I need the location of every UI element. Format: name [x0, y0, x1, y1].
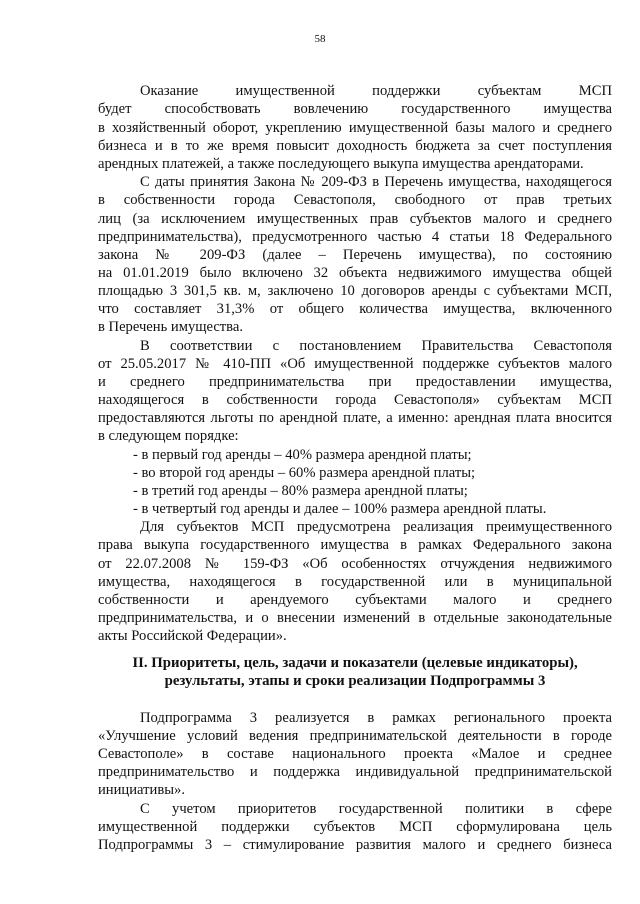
text-line: от 22.07.2008 № 159-ФЗ «Об особенностях отчуждения недвижимого: [98, 556, 612, 572]
text-line: в хозяйственный оборот, укреплению имущественной базы малого и среднего: [98, 120, 612, 136]
text-line: бизнеса и в то же время повысит доходность бюджета за счет поступления: [98, 138, 612, 154]
text-line: закона № 209-ФЗ (далее – Перечень имущества), по состоянию: [98, 247, 612, 263]
text-line: Севастополе» в составе национального проекта «Малое и среднее: [98, 746, 612, 762]
text-line: права выкупа государственного имущества в рамках Федерального закона: [98, 537, 612, 553]
text-line: имущественной поддержки субъектов МСП сформулирована цель: [98, 819, 612, 835]
text-line: Подпрограмма 3 реализуется в рамках регионального проекта: [140, 710, 612, 726]
text-line: предпринимательства), предусмотренного частью 4 статьи 18 Федерального: [98, 229, 612, 245]
text-line: на 01.01.2019 было включено 32 объекта недвижимого имущества общей: [98, 265, 612, 281]
text-line: от 25.05.2017 № 410-ПП «Об имущественной поддержке субъектов малого: [98, 356, 612, 372]
section-heading: II. Приоритеты, цель, задачи и показатели (целевые индикаторы),: [132, 655, 578, 671]
text-line: находящегося в собственности города Севастополя» субъектам МСП: [98, 392, 612, 408]
text-line: лиц (за исключением имущественных прав субъектов малого и среднего: [98, 211, 612, 227]
text-line: В соответствии с постановлением Правительства Севастополя: [140, 338, 612, 354]
text-line: имущества, находящегося в государственной или в муниципальной: [98, 574, 612, 590]
text-line: и среднего предпринимательства при предоставлении имущества,: [98, 374, 612, 390]
text-line: предпринимательства, и о внесении изменений в отдельные законодательные: [98, 610, 612, 626]
list-item: - в четвертый год аренды и далее – 100% размера арендной платы.: [133, 501, 547, 517]
text-line: арендных платежей, а также последующего выкупа имущества арендаторами.: [98, 156, 584, 172]
text-line: Подпрограммы 3 – стимулирование развития малого и среднего бизнеса: [98, 837, 612, 853]
text-line: площадью 3 301,5 кв. м, заключено 10 договоров аренды с субъектами МСП,: [98, 283, 612, 299]
list-item: - в третий год аренды – 80% размера арендной платы;: [133, 483, 468, 499]
text-line: предоставляются льготы по арендной плате, а именно: арендная плата вносится: [98, 410, 612, 426]
text-line: собственности и арендуемого субъектами малого и среднего: [98, 592, 612, 608]
text-line: в Перечень имущества.: [98, 319, 243, 335]
text-line: С учетом приоритетов государственной политики в сфере: [140, 801, 612, 817]
text-line: предпринимательство и поддержка индивидуальной предпринимательской: [98, 764, 612, 780]
text-line: что составляет 31,3% от общего количества имущества, включенного: [98, 301, 612, 317]
text-line: С даты принятия Закона № 209-ФЗ в Перечень имущества, находящегося: [140, 174, 612, 190]
list-item: - во второй год аренды – 60% размера арендной платы;: [133, 465, 476, 481]
page-number: 58: [314, 33, 326, 45]
text-line: будет способствовать вовлечению государственного имущества: [98, 101, 612, 117]
text-line: в следующем порядке:: [98, 428, 239, 444]
text-line: инициативы».: [98, 782, 185, 798]
section-heading: результаты, этапы и сроки реализации Подпрограммы 3: [164, 673, 546, 689]
text-line: Оказание имущественной поддержки субъектам МСП: [140, 83, 612, 99]
text-line: акты Российской Федерации».: [98, 628, 287, 644]
text-line: Для субъектов МСП предусмотрена реализация преимущественного: [140, 519, 612, 535]
text-line: «Улучшение условий ведения предпринимательской деятельности в городе: [98, 728, 612, 744]
text-line: в собственности города Севастополя, свободного от прав третьих: [98, 192, 612, 208]
list-item: - в первый год аренды – 40% размера арендной платы;: [133, 447, 472, 463]
